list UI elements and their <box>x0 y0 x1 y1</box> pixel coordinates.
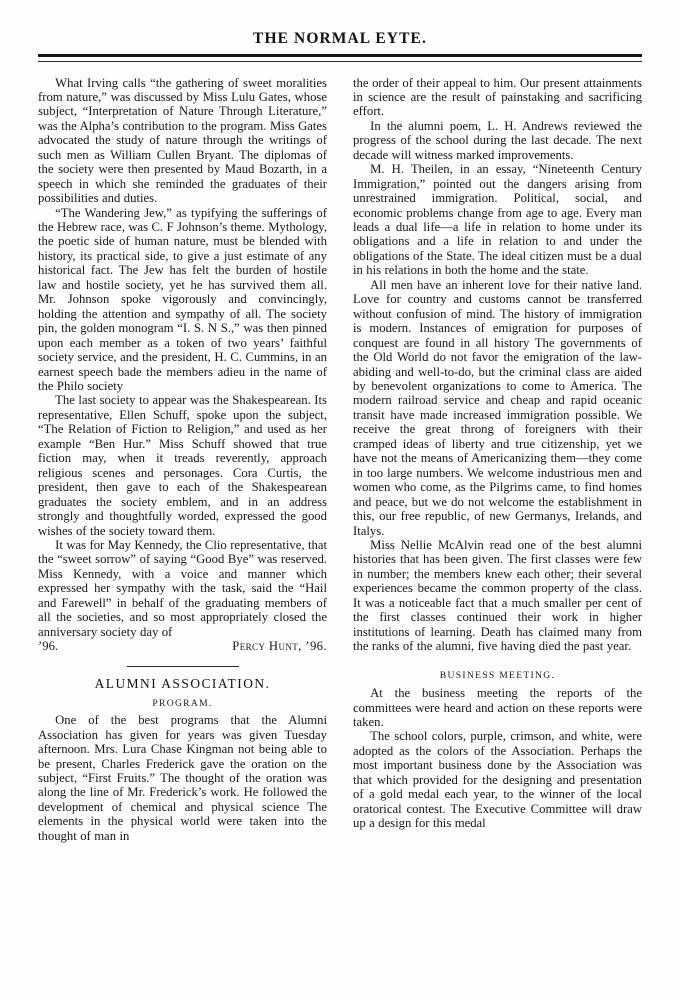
paragraph: M. H. Theilen, in an essay, “Nineteenth Century Immigration,” pointed out the dangers arising from unrestrained immigration. Political, social, and economic problems change from age to age. Every man leads a dual life—a life in relation to home under its obligations and a life in relation to and under the obligations of the State. The ideal citizen must be a dual in his relations in both the home and the state. <box>353 162 642 278</box>
paragraph: At the business meeting the reports of the committees were heard and action on these reports were taken. <box>353 686 642 730</box>
section-divider-rule <box>127 666 239 667</box>
paragraph: In the alumni poem, L. H. Andrews reviewed the progress of the school during the last decade. The next decade will witness marked improvements. <box>353 118 642 162</box>
section-heading-alumni-association: ALUMNI ASSOCIATION. <box>94 675 271 691</box>
right-column <box>353 76 642 844</box>
paragraph: All men have an inherent love for their native land. Love for country and customs cannot be transferred without confusion of mind. The history of immigration is modern. Instances of emigration for purposes of conquest are found in all history The governments of the Old World do not favor the emigration of the law-abiding and well-to-do, but the criminal class are aided by benevolent organizations to come to America. The modern railroad service and cheap and rapid oceanic transit have made increased immigration possible. We receive the great throng of foreigners with their cramped ideas of liberty and true citizenship, yet we have not the means of Americanizing them—they come in too large numbers. We welcome industrious men and women who come, as the Pilgrims came, to find homes and peace, but we do not welcome the establishment in this, our free republic, of new Germanys, Irelands, and Italys. <box>353 277 642 538</box>
paragraph: The school colors, purple, crimson, and white, were adopted as the colors of the Association. Perhaps the most important business done by the Association was that which provided for the designing and presentation of a gold medal each year, to the winner of the local oratorical contest. The Executive Committee will draw up a design for this medal <box>353 729 642 831</box>
signature-year: ’96. <box>38 639 59 654</box>
paragraph: The last society to appear was the Shakespearean. Its representative, Ellen Schuff, spoke upon the subject, “The Relation of Fiction to Religion,” and used as her example “Ben Hur.” Miss Schuff showed that true fiction may, when it treads reverently, approach religious scenes and personages. Cora Curtis, the president, then gave to each of the Shakespearean graduates the society emblem, and in an address strongly and thoughtfully worded, expressed the good wishes of the society toward them. <box>38 393 327 538</box>
paragraph: Miss Nellie McAlvin read one of the best alumni histories that has been given. The first classes were few in number; the members knew each other; their several experiences became the common property of the class. It was a noticeable fact that a much smaller per cent of the first classes continued their work in higher institutions of learning. Death has claimed many from the ranks of the alumni, five having died the past year. <box>353 538 642 654</box>
subheading-business-meeting: BUSINESS MEETING. <box>439 669 556 681</box>
page-title: THE NORMAL EYTE. <box>253 30 427 47</box>
masthead <box>0 0 680 62</box>
paragraph: It was for May Kennedy, the Clio representative, that the “sweet sorrow” of saying “Good Bye” was reserved. Miss Kennedy, with a voice and manner which expressed her sympathy with the task, said the “Hail and Farewell” in behalf of the graduating members of all the societies, and so most appropriately closed the anniversary society day of <box>38 538 327 639</box>
article-signature <box>38 639 327 653</box>
left-column <box>38 76 327 844</box>
signature-author: Percy Hunt, ’96. <box>232 639 327 654</box>
paragraph: the order of their appeal to him. Our present attainments in science are the result of painstaking and sacrificing effort. <box>353 75 642 119</box>
paragraph: “The Wandering Jew,” as typifying the sufferings of the Hebrew race, was C. F Johnson’s theme. Mythology, the poetic side of human nature, must be blended with history, its practical side, to give a just estimate of any historical fact. The Jew has felt the burden of hostile law and hostile society, yet he has survived them all. Mr. Johnson spoke vigorously and convincingly, holding the attention and sympathy of all. The society pin, the golden monogram “I. S. N S.,” was then pinned upon each member as a token of two years’ faithful society service, and the president, H. C. Cummins, in an earnest speech bade the members adieu in the name of the Philo society <box>38 205 327 394</box>
paragraph: One of the best programs that the Alumni Association has given for years was given Tuesday afternoon. Mrs. Lura Chase Kingman not being able to be present, Charles Frederick gave the oration on the subject, “First Fruits.” The thought of the oration was along the line of Mr. Frederick’s work. He followed the development of chemical and physical science The elements in the physical world were taken into the thought of man in <box>38 713 327 843</box>
masthead-rule <box>38 54 642 62</box>
paragraph: What Irving calls “the gathering of sweet moralities from nature,” was discussed by Miss Lulu Gates, whose subject, “Interpretation of Nature Through Literature,” was the Alpha’s contribution to the program. Miss Gates advocated the study of nature through the writings of such men as William Cullen Bryant. The diplomas of the society were then presented by Maud Bozarth, in a speech in which she reminded the graduates of their possibilities and duties. <box>38 75 327 206</box>
subheading-program: PROGRAM. <box>152 697 213 709</box>
two-column-body <box>0 62 680 844</box>
